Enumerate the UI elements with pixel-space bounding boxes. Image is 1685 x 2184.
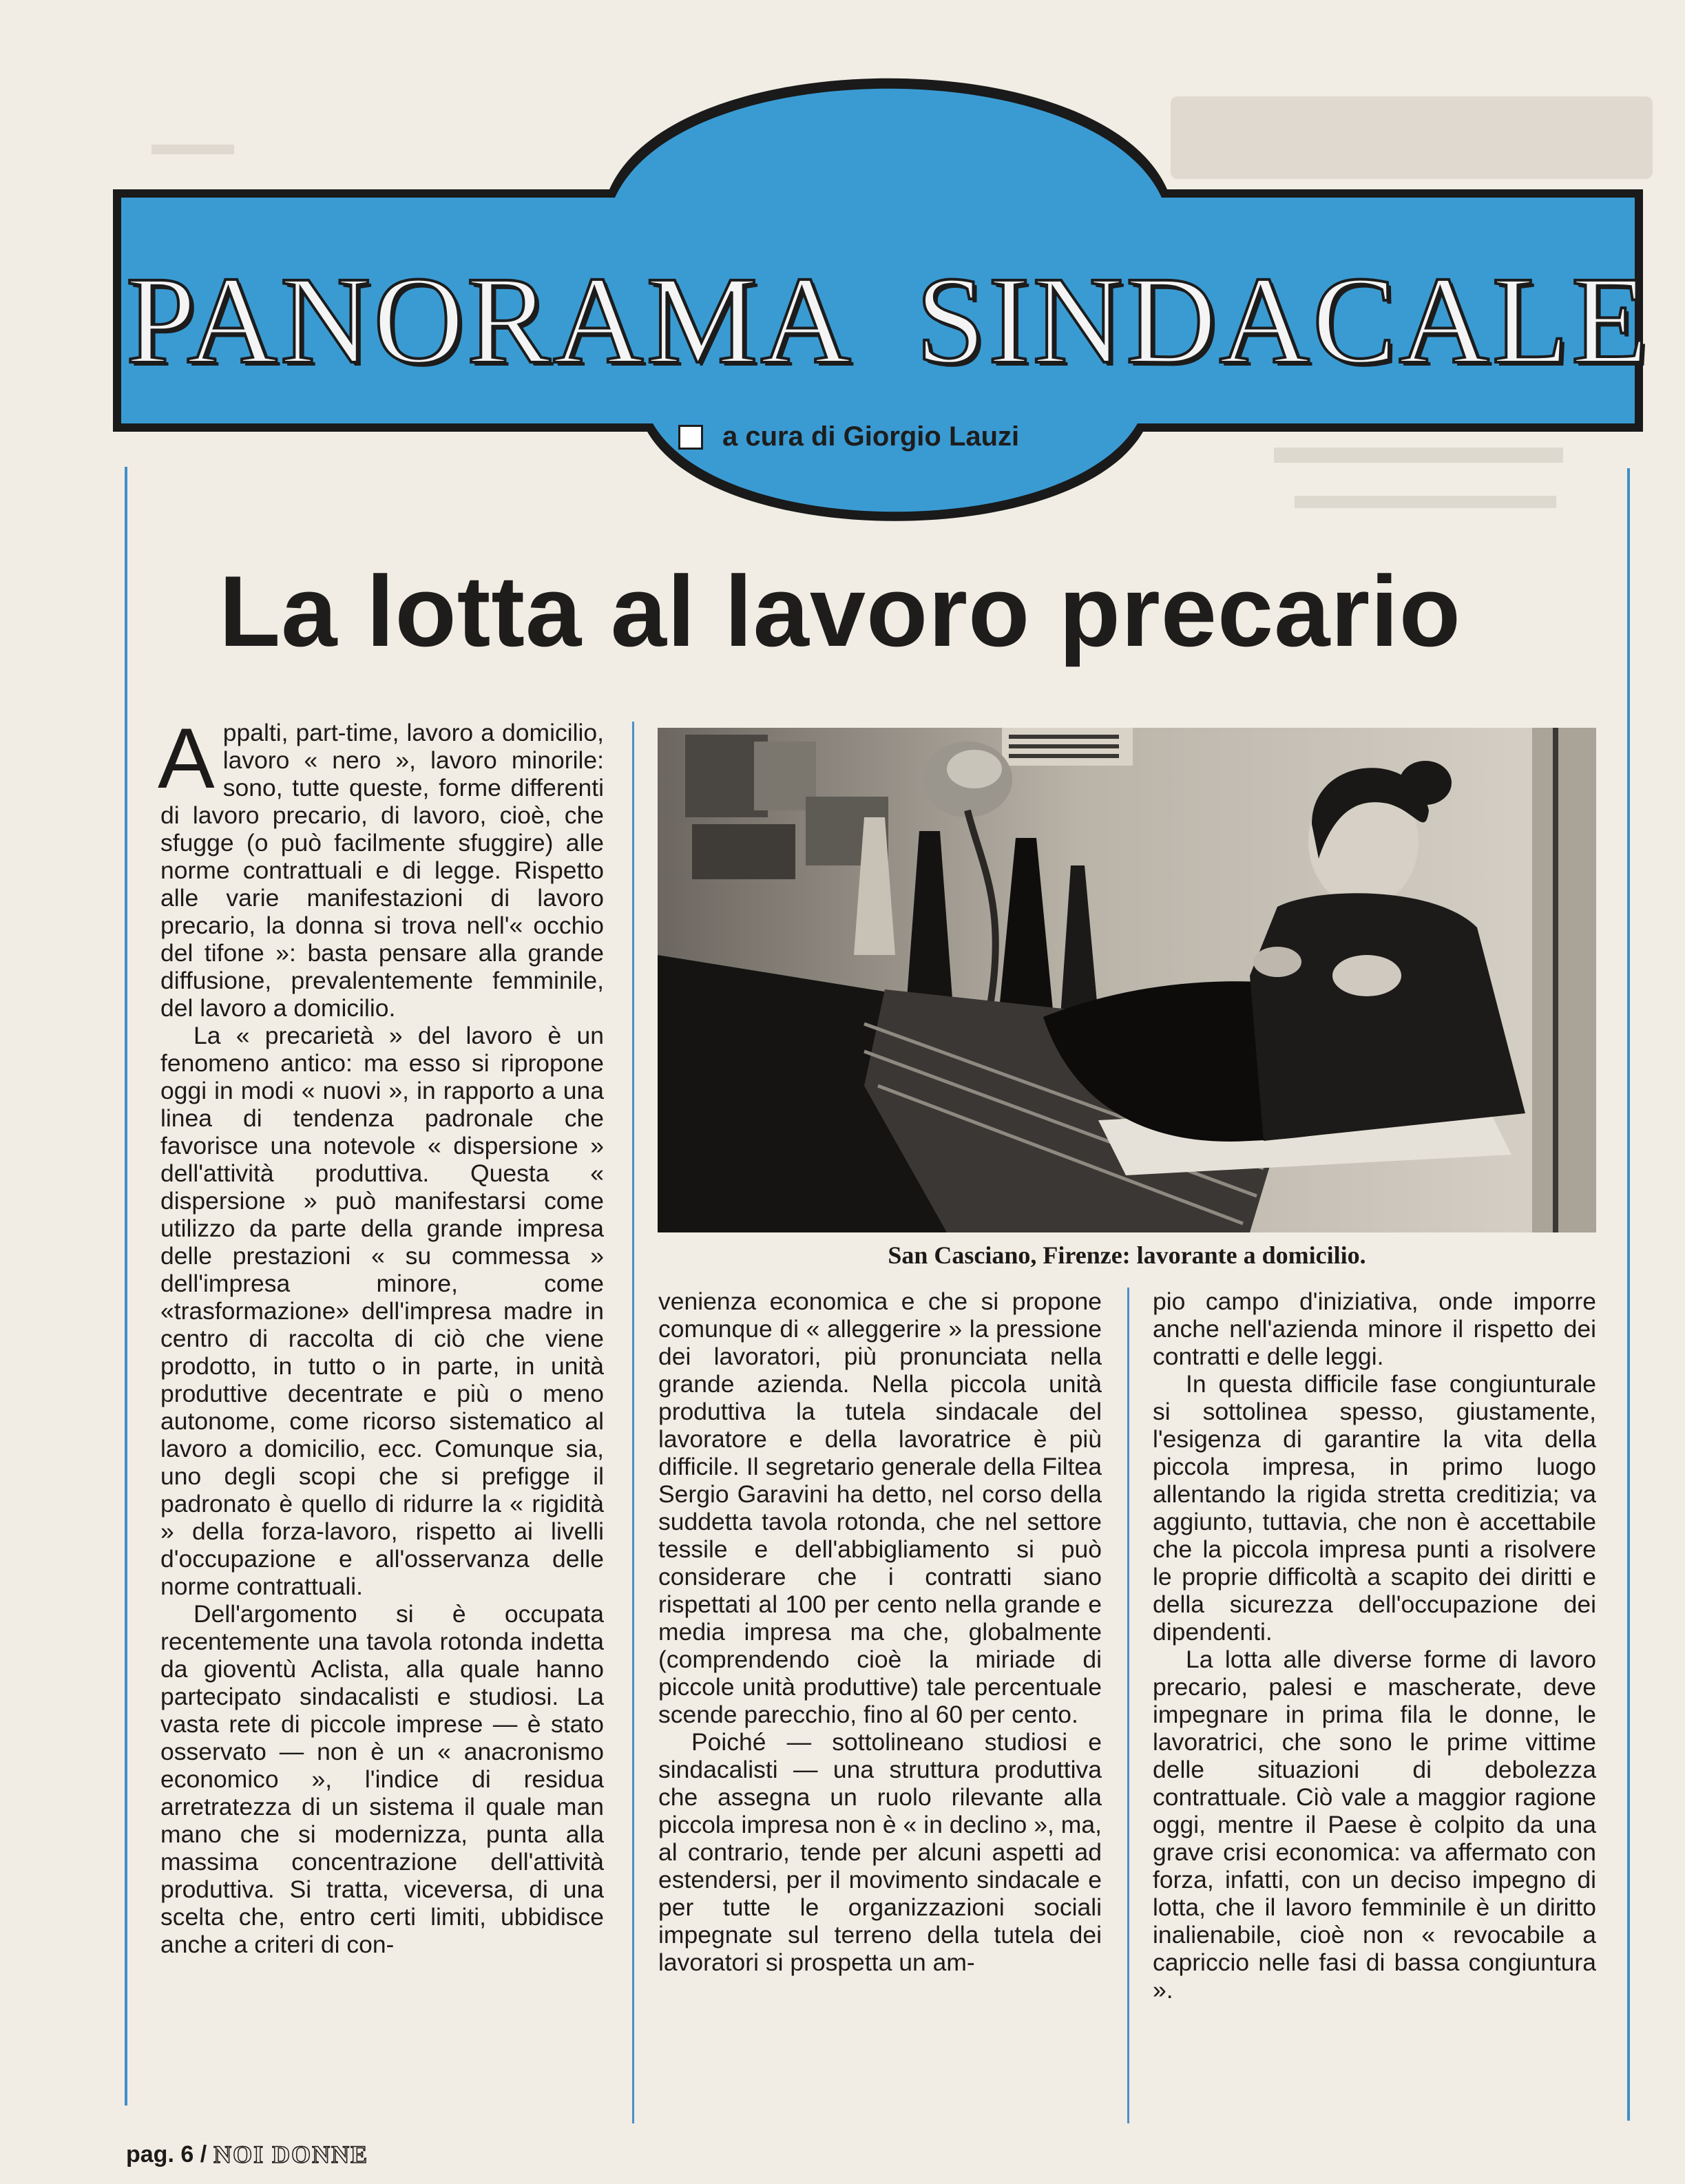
article-column-1 xyxy=(158,711,604,1958)
article-column-3 xyxy=(1153,1288,1596,2004)
column-divider xyxy=(1127,1288,1129,2123)
frame-rule-right xyxy=(1627,468,1630,2121)
paragraph: La « precarietà » del lavoro è un fenomeno antico: ma esso si ripropone oggi in modi « nuovi », in rapporto a una linea di tendenza padronale che favorisce una notevole « dispersione » dell'attività produttiva. Questa « dispersione » può manifestarsi come utilizzo da parte della grande impresa delle prestazioni « su commessa » dell'impresa minore, come «trasformazione» dell'impresa madre in centro di raccolta di ciò che viene prodotto, in tutto o in parte, in unità produttive decentrate e più o meno autonome, come ricorso sistematico al lavoro a domicilio, ecc. Comunque sia, uno degli scopi che si prefigge il padronato è quello di ridurre la « rigidità » della forza-lavoro, rispetto ai livelli d'occupazione e all'osservanza delle norme contrattuali. xyxy=(160,1022,604,1600)
column-divider xyxy=(632,722,634,2123)
paragraph-text: ppalti, part-time, lavoro a domicilio, lavoro « nero », lavoro minorile: sono, tutte queste, forme differenti di lavoro precario, di lavoro, cioè, che sfugge (o può facilmente sfuggire) alle norme contrattuali e di legge. Rispetto alle varie manifestazioni di lavoro precario, la donna si trova nell'« occhio del tifone »: basta pensare alla grande diffusione, prevalentemente femminile, del lavoro a domicilio. xyxy=(160,719,604,1022)
section-title xyxy=(121,251,1656,390)
byline-text: a cura di Giorgio Lauzi xyxy=(722,421,1020,452)
checkbox-square-icon xyxy=(678,425,703,450)
photo-illustration xyxy=(658,728,1596,1232)
paragraph: La lotta alle diverse forme di lavoro precario, palesi e mascherate, deve impegnare in prima fila le donne, le lavoratrici, che sono le prime vittime delle situazioni di debolezza contrattuale. Ciò vale a maggior ragione oggi, mentre il Paese è colpito da una grave crisi economica: va affermato con forza, infatti, con un deciso impegno di lotta, che il lavoro femminile è un diritto inalienabile, cioè non « revocabile a capriccio nelle fasi di bassa congiuntura ». xyxy=(1153,1646,1596,2004)
byline xyxy=(678,421,1019,452)
paragraph: pio campo d'iniziativa, onde imporre anche nell'azienda minore il rispetto dei contratti e delle leggi. xyxy=(1153,1288,1596,1370)
article-photo xyxy=(658,728,1596,1232)
frame-rule-left xyxy=(125,467,127,2106)
magazine-name: NOI DONNE xyxy=(213,2141,369,2168)
paragraph: Dell'argomento si è occupata recentemente una tavola rotonda indetta da gioventù Aclista, alla quale hanno partecipato sindacalisti e studiosi. La vasta rete di piccole imprese — è stato osservato — non è un « anacronismo economico », l'indice di residua arretratezza di un sistema il quale man mano che si modernizza, punta alla massima concentrazione dell'attività produttiva. Si tratta, viceversa, di una scelta che, entro certi limiti, ubbidisce anche a criteri di con- xyxy=(160,1600,604,1958)
article-column-2 xyxy=(658,1288,1102,1976)
section-title-word2: SINDACALE xyxy=(915,251,1651,390)
paragraph: Poiché — sottolineano studiosi e sindacalisti — una struttura produttiva che assegna un ruolo rilevante alla piccola impresa non è « in declino », ma, al contrario, tende per alcuni aspetti ad estendersi, per il movimento sindacale e per tutte le organizzazioni sociali impegnate sul terreno della tutela dei lavoratori si prospetta un am- xyxy=(658,1728,1102,1976)
paragraph: venienza economica e che si propone comunque di « alleggerire » la pressione dei lavoratori, più pronunciata nella grande azienda. Nella piccola unità produttiva la tutela sindacale del lavoratore e della lavoratrice è più difficile. Il segretario generale della Filtea Sergio Garavini ha detto, nel corso della suddetta tavola rotonda, che nel settore tessile e dell'abbigliamento si può considerare che i contratti siano rispettati al 100 per cento nella grande e media impresa ma che, globalmente (comprendendo cioè la miriade di piccole unità produttive) tale percentuale scende parecchio, fino al 60 per cento. xyxy=(658,1288,1102,1728)
paragraph: In questa difficile fase congiunturale si sottolinea spesso, giustamente, l'esigenza di garantire la vita della piccola impresa, in primo luogo allentando la rigida stretta creditizia; va aggiunto, tuttavia, che non è accettabile che la piccola impresa punti a risolvere le proprie difficoltà a scapito dei diritti e della sicurezza dell'occupazione dei dipendenti. xyxy=(1153,1370,1596,1646)
photo-caption: San Casciano, Firenze: lavorante a domicilio. xyxy=(888,1241,1366,1269)
page-number: pag. 6 / xyxy=(126,2141,207,2167)
drop-cap: A xyxy=(158,711,215,806)
section-title-word1: PANORAMA xyxy=(125,251,854,390)
paragraph xyxy=(158,711,604,1022)
page-footer xyxy=(126,2140,368,2169)
article-headline: La lotta al lavoro precario xyxy=(219,555,1461,667)
